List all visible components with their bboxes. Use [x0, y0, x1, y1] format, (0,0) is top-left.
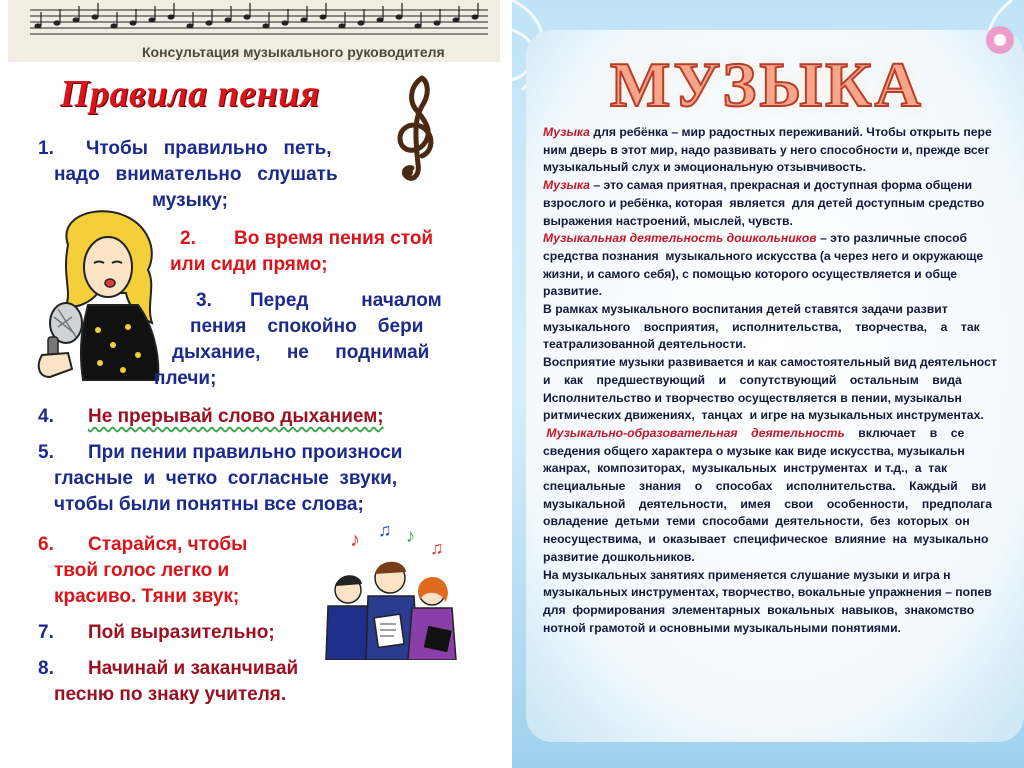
card-text-line: [543, 460, 1024, 478]
rule-text-line: Старайся, чтобы: [88, 534, 248, 555]
card-text-line: [543, 443, 1024, 461]
text-segment: театрализованной деятельности.: [543, 337, 747, 352]
card-text-line: [543, 142, 1024, 160]
text-segment: жанрах, композиторах, музыкальных инструментах и т.д., а так: [543, 461, 948, 476]
card-text-line: [543, 319, 1024, 337]
card-text-line: [543, 124, 1024, 142]
card-text-line: [543, 266, 1024, 284]
text-segment: Исполнительство и творчество осуществляется в пении, музыкальн: [543, 390, 962, 405]
card-text-line: [543, 496, 1024, 514]
text-segment: овладение детьми теми способами деятельности, без которых он: [543, 514, 970, 529]
singer-illustration: [28, 205, 178, 385]
text-segment: неосуществима, и оказывает специфическое влияние на музыкально: [543, 532, 989, 547]
text-segment: музыкальной деятельности, имея свои особенности, предполага: [543, 496, 993, 511]
card-text-line: [543, 159, 1024, 177]
text-segment: сведения общего характера о музыке как виде искусства, музыкальн: [543, 443, 965, 458]
text-segment: музыкального восприятия, исполнительства, творчества, а так: [543, 319, 980, 334]
card-text-line: [543, 213, 1024, 231]
rule-text-line: Пой выразительно;: [88, 622, 275, 643]
rule-text-line: дыхание, не поднимай: [172, 342, 430, 363]
card-text-line: [543, 195, 1024, 213]
text-segment: взрослого и ребёнка, которая является для детей доступным средство: [543, 195, 985, 210]
text-segment: нотной грамотой и основными музыкальными понятиями.: [543, 620, 901, 635]
text-segment: ритмических движениях, танцах и игре на музыкальных инструментах.: [543, 408, 984, 423]
poster-title: Правила пения: [60, 73, 320, 115]
rule-text-line: или сиди прямо;: [170, 254, 328, 275]
text-segment: музыкальный слух и эмоциональную отзывчивость.: [543, 160, 867, 175]
poster-subtitle: Консультация музыкального руководителя: [142, 44, 445, 60]
card-text-line: [543, 407, 1024, 425]
card-text-line: [543, 620, 1024, 638]
rule-text-line: твой голос легко и: [54, 560, 230, 581]
card-text-line: [543, 354, 1024, 372]
card-text-line: [543, 567, 1024, 585]
card-text-line: [543, 390, 1024, 408]
rule-text-line: пения спокойно бери: [190, 316, 424, 337]
text-segment: На музыкальных занятиях применяется слушание музыки и игра н: [543, 567, 951, 582]
text-segment: для ребёнка – мир радостных переживаний. Чтобы открыть пере: [589, 125, 992, 139]
rule-number: 2.: [180, 228, 196, 249]
highlighted-term: Музыкальная деятельность дошкольников: [543, 231, 817, 246]
card-text-line: [543, 602, 1024, 620]
rule-text-line: гласные и четко согласные звуки,: [54, 468, 398, 489]
card-text-line: [543, 531, 1024, 549]
card-title: МУЗЫКА: [610, 49, 924, 120]
text-segment: включает в се: [844, 425, 965, 440]
card-text-line: [543, 425, 1024, 443]
text-segment: – это различные способ: [816, 231, 968, 246]
rule-text-line: надо внимательно слушать: [54, 164, 338, 185]
rule-text-line: красиво. Тяни звук;: [54, 586, 240, 607]
rule-text-line: Во время пения стой: [234, 228, 434, 249]
text-segment: Восприятие музыки развивается и как самостоятельный вид деятельност: [543, 355, 997, 370]
rule-number: 7.: [38, 622, 54, 643]
rule-number: 4.: [38, 406, 54, 427]
svg-text:♪: ♪: [350, 529, 360, 551]
text-segment: развитие.: [543, 284, 603, 299]
rule-text-line: Начинай и заканчивай: [88, 658, 299, 679]
rule-number: 8.: [38, 658, 54, 679]
choir-illustration: [308, 520, 468, 660]
text-segment: жизни, и самого себя), с помощью которого осуществляется и обще: [543, 266, 958, 281]
text-segment: – это самая приятная, прекрасная и доступная форма общени: [589, 178, 973, 193]
text-segment: специальные знания о способах исполнительства. Каждый ви: [543, 479, 987, 494]
rule-text-line: музыку;: [152, 190, 228, 211]
card-text-line: [543, 513, 1024, 531]
card-text-line: [543, 248, 1024, 266]
rule-number: 6.: [38, 534, 54, 555]
text-segment: В рамках музыкального воспитания детей ставятся задачи развит: [543, 302, 948, 317]
card-text-line: [543, 372, 1024, 390]
text-segment: выражения настроений, мыслей, чувств.: [543, 213, 793, 228]
rule-text-line: плечи;: [154, 368, 217, 389]
rule-text-line: Не прерывай слово дыханием;: [88, 406, 384, 427]
svg-text:♪: ♪: [406, 526, 415, 546]
card-text-line: [543, 478, 1024, 496]
card-text-line: [543, 283, 1024, 301]
svg-text:♫: ♫: [378, 520, 392, 540]
text-segment: ним дверь в этот мир, надо развивать у него способности и, прежде всег: [543, 142, 990, 157]
text-segment: музыкальных инструментах, творчество, вокальные упражнения – попев: [543, 585, 992, 600]
highlighted-term: Музыка: [543, 178, 590, 193]
card-text-line: [543, 177, 1024, 195]
card-text-line: [543, 584, 1024, 602]
singing-rules-poster: [0, 0, 505, 768]
text-segment: для формирования элементарных вокальных навыков, знакомство: [543, 602, 975, 617]
text-segment: и как предшествующий и сопутствующий остальным вида: [543, 372, 962, 387]
svg-text:♫: ♫: [430, 538, 444, 558]
card-text-line: [543, 301, 1024, 319]
rule-text-line: Перед началом: [250, 290, 442, 311]
highlighted-term: Музыкально-образовательная деятельность: [546, 425, 845, 440]
music-staff-icon: [8, 0, 500, 42]
card-body-text: [543, 124, 1024, 637]
rule-number: 3.: [196, 290, 212, 311]
rule-number: 5.: [38, 442, 54, 463]
rule-text-line: При пении правильно произноси: [88, 442, 403, 463]
rule-text-line: песню по знаку учителя.: [54, 684, 287, 705]
treble-clef-icon: [388, 72, 448, 187]
rule-text-line: Чтобы правильно петь,: [86, 138, 332, 159]
highlighted-term: Музыка: [543, 125, 590, 139]
card-text-line: [543, 230, 1024, 248]
text-segment: средства познания музыкального искусства (а через него и окружающе: [543, 248, 984, 263]
rule-number: 1.: [38, 138, 54, 159]
card-text-line: [543, 549, 1024, 567]
rule-text-line: чтобы были понятны все слова;: [54, 494, 364, 515]
card-text-line: [543, 336, 1024, 354]
text-segment: развитие дошкольников.: [543, 549, 695, 564]
